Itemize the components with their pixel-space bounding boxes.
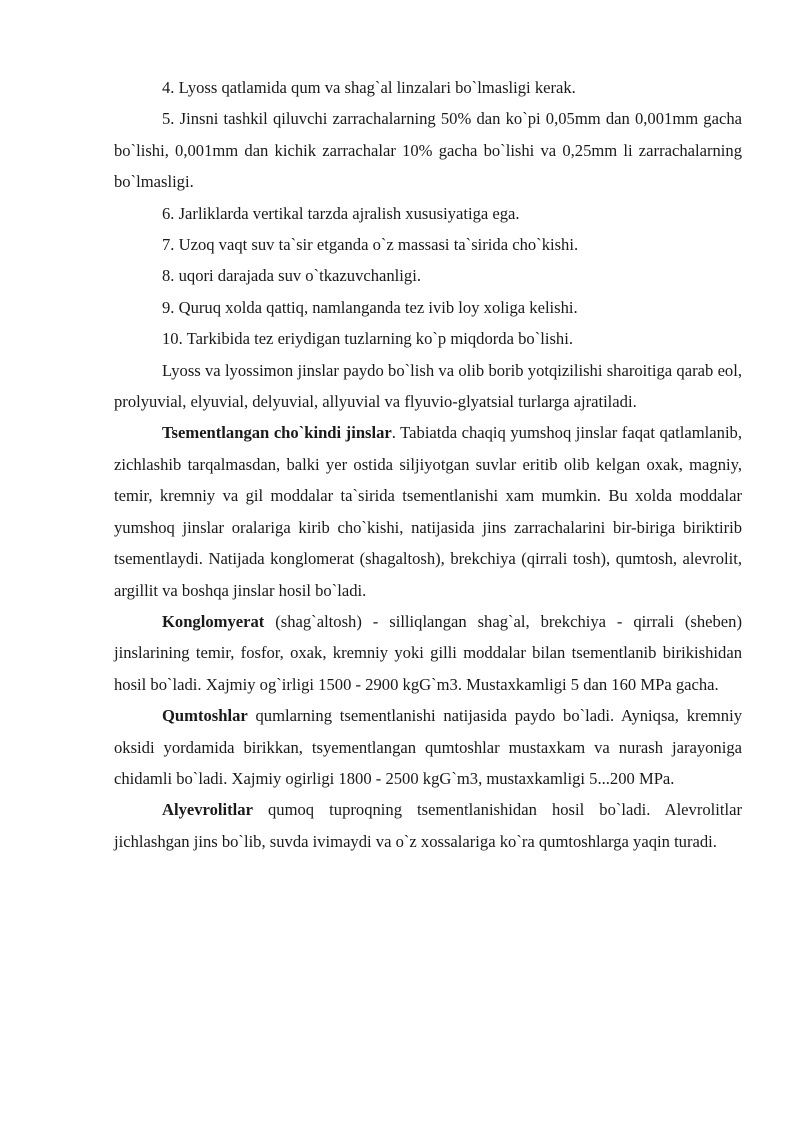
siltstone-term: Alyevrolitlar	[162, 800, 253, 820]
list-item-7: 7. Uzoq vaqt suv ta`sir etganda o`z massasi ta`sirida cho`kishi.	[162, 235, 579, 255]
list-item-6: 6. Jarliklarda vertikal tarzda ajralish xususiyatiga ega.	[162, 203, 520, 223]
document-page	[114, 72, 742, 857]
sandstone-text: qumlarning tsementlanishi natijasida paydo bo`ladi. Ayniqsa, kremniy oksidi yordamida birikkan, tsyementlangan qumtoshlar mustaxkam va nurash jarayoniga chidamli bo`ladi. Xajmiy ogirligi 1800 - 2500 kgG`m3, mustaxkamligi 5...200 MPa.	[114, 706, 742, 788]
siltstone-text: qumoq tuproqning tsementlanishidan hosil bo`ladi. Alevrolitlar jichlashgan jins bo`lib, suvda ivimaydi va o`z xossalariga ko`ra qumtoshlarga yaqin turadi.	[114, 800, 742, 851]
list-item-9: 9. Quruq xolda qattiq, namlanganda tez ivib loy xoliga kelishi.	[162, 297, 578, 317]
cemented-rocks-text: . Tabiatda chaqiq yumshoq jinslar faqat qatlamlanib, zichlashib tarqalmasdan, balki yer ostida siljiyotgan suvlar eritib olib kelgan oxak, magniy, temir, kremniy va gil moddalar ta`sirida tsementlanishi xam mumkin. Bu xolda moddalar yumshoq jinslar oralariga kirib cho`kishi, natijasida jins zarrachalarini bir-biriga biriktirib tsementlaydi. Natijada konglomerat (shagaltosh), brekchiya (qirrali tosh), qumtosh, alevrolit, argillit va boshqa jinslar hosil bo`ladi.	[114, 423, 742, 600]
list-item-10: 10. Tarkibida tez eriydigan tuzlarning ko`p miqdorda bo`lishi.	[162, 329, 573, 349]
cemented-rocks-term: Tsementlangan cho`kindi jinslar	[162, 423, 392, 443]
list-item-4: 4. Lyoss qatlamida qum va shag`al linzalari bo`lmasligi kerak.	[162, 78, 576, 97]
list-item-8: 8. uqori darajada suv o`tkazuvchanligi.	[162, 266, 421, 286]
sandstone-term: Qumtoshlar	[162, 706, 248, 726]
cemented-rocks-paragraph	[114, 417, 742, 605]
sandstone-paragraph	[114, 700, 742, 794]
lyoss-types-paragraph: Lyoss va lyossimon jinslar paydo bo`lish va olib borib yotqizilishi sharoitiga qarab eol, prolyuvial, elyuvial, delyuvial, allyuvial va flyuvio-glyatsial turlarga ajratiladi.	[114, 360, 742, 412]
conglomerate-term: Konglomyerat	[162, 611, 265, 631]
siltstone-paragraph	[114, 794, 742, 857]
conglomerate-text: (shag`altosh) - silliqlangan shag`al, brekchiya - qirrali (sheben) jinslarining temir, fosfor, oxak, kremniy yoki gilli moddalar bilan tsementlanib birikishidan hosil bo`ladi. Xajmiy og`irligi 1500 - 2900 kgG`m3. Mustaxkamligi 5 dan 160 MPa gacha.	[114, 611, 742, 694]
list-item-5: 5. Jinsni tashkil qiluvchi zarrachalarning 50% dan ko`pi 0,05mm dan 0,001mm gacha bo`lishi, 0,001mm dan kichik zarrachalar 10% gacha bo`lishi va 0,25mm li zarrachalarning bo`lmasligi.	[114, 109, 742, 192]
conglomerate-paragraph	[114, 606, 742, 700]
